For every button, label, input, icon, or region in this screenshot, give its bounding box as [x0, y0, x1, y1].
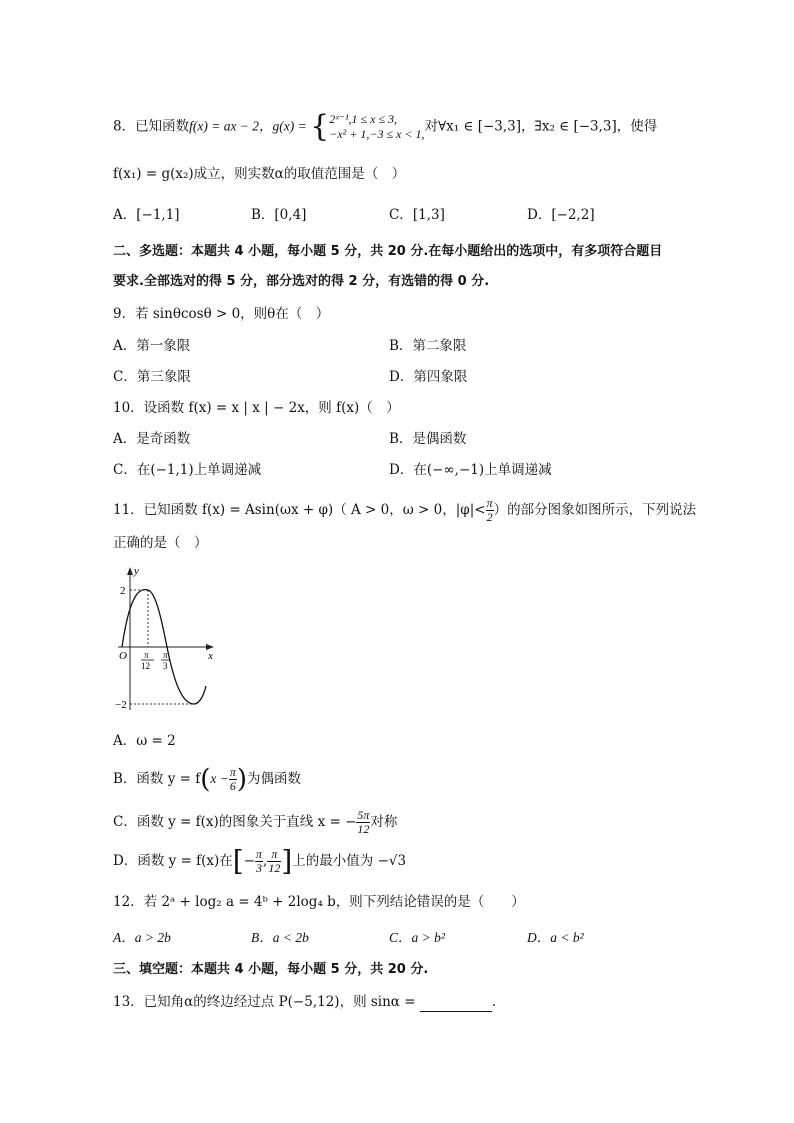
- q8-line2: f(x₁) = g(x₂)成立，则实数α的取值范围是（ ）: [113, 166, 406, 182]
- q13-stem: 13．已知角α的终边经过点 P(−5,12)，则 sinα =: [113, 994, 420, 1010]
- q10-option-d: D．在(−∞,−1)上单调递减: [389, 462, 552, 478]
- q12-option-d: D．a < b²: [527, 930, 584, 945]
- q11-optc-frac: [356, 809, 370, 836]
- q11-frac-den: 2: [486, 510, 493, 524]
- q9-stem: 9．若 sinθcosθ > 0，则θ在（ ）: [113, 306, 330, 322]
- q11-phi-bound: [486, 497, 494, 524]
- q8-line1: [113, 109, 658, 144]
- q10-option-a: A．是奇函数: [113, 431, 191, 447]
- q11-optd-minus: −: [243, 853, 256, 869]
- q11-option-b: [113, 766, 301, 793]
- q12-option-a: A．a > 2b: [113, 930, 171, 945]
- q11-stem-a: 11．已知函数 f(x) = Asin(ωx + φ)（ A > 0，ω > 0，|φ|<: [113, 502, 486, 518]
- y-label: y: [134, 565, 139, 577]
- q10-option-b: B．是偶函数: [389, 431, 467, 447]
- q8-option-c: C．[1,3]: [389, 207, 445, 223]
- q11-stem-line1: [113, 497, 696, 524]
- q13-end: .: [491, 994, 497, 1010]
- q11-optc-den: 12: [357, 822, 370, 836]
- q8-option-a: A．[−1,1]: [113, 207, 180, 223]
- q11-optd-lbracket: [: [232, 844, 244, 878]
- origin-label: O: [119, 650, 127, 662]
- y-max-label: 2: [120, 585, 126, 597]
- q8-piece2: −x² + 1,−3 ≤ x < 1,: [329, 127, 425, 141]
- q8-cond: 对∀x₁ ∈ [−3,3]，∃x₂ ∈ [−3,3]，使得: [424, 118, 658, 135]
- q11-optb-num: π: [229, 765, 236, 779]
- q10-option-c: C．在(−1,1)上单调递减: [113, 462, 262, 478]
- section2-line2: 要求.全部选对的得 5 分，部分选对的得 2 分，有选错的得 0 分.: [113, 274, 490, 289]
- q10-stem: 10．设函数 f(x) = x | x | − 2x，则 f(x)（ ）: [113, 400, 400, 416]
- q11-optb-inner: x −: [210, 771, 229, 786]
- q11-option-c: [113, 809, 397, 836]
- q11-optd-b: 上的最小值为 −√3: [292, 853, 407, 869]
- q11-optd-n2: π: [267, 848, 281, 862]
- x-label: x: [208, 650, 213, 662]
- q8-piece1: 2ˣ⁻¹,1 ≤ x ≤ 3,: [329, 112, 398, 126]
- q8-pieces: [329, 112, 424, 142]
- q8-lead: 8．已知函数: [113, 118, 190, 135]
- tick1-den: 12: [141, 661, 150, 671]
- q11-optc-num: 5π: [357, 808, 370, 822]
- q11-optd-comma: ,: [263, 853, 268, 869]
- q11-optd-frac2: [267, 848, 281, 875]
- q11-optb-a: B．函数 y = f: [113, 771, 201, 787]
- q11-optb-b: 为偶函数: [247, 771, 302, 787]
- q11-optb-lparen: (: [200, 764, 211, 795]
- q9-option-d: D．第四象限: [389, 369, 468, 385]
- q9-option-a: A．第一象限: [113, 338, 191, 354]
- q11-option-a: A．ω = 2: [113, 733, 176, 749]
- q11-optd-frac1: [255, 848, 263, 875]
- q8-brace: {: [310, 109, 330, 144]
- q11-optb-rparen: ): [236, 764, 248, 795]
- q11-optb-den: 6: [229, 779, 236, 793]
- section3-line1: 三、填空题：本题共 4 小题，每小题 5 分，共 20 分.: [113, 962, 429, 977]
- q12-option-b: B．a < 2b: [251, 930, 309, 945]
- q8-option-b: B．[0,4]: [251, 207, 307, 223]
- q13-line: [113, 992, 496, 1012]
- q11-optd-a: D．函数 y = f(x)在: [113, 853, 233, 869]
- q11-optd-d1: 3: [256, 861, 263, 875]
- q12-stem: 12．若 2ᵃ + log₂ a = 4ᵇ + 2log₄ b，则下列结论错误的是（ ）: [113, 894, 525, 910]
- y-axis-arrow: [127, 567, 133, 575]
- q11-optb-frac: [229, 766, 237, 793]
- q12-option-c: C．a > b²: [389, 930, 445, 945]
- q11-frac-num: π: [486, 496, 493, 510]
- q11-option-d: [113, 844, 407, 878]
- q11-optd-d2: 12: [268, 861, 281, 875]
- q11-optd-rbracket: ]: [281, 844, 293, 878]
- q11-stem-b: ）的部分图象如图所示，下列说法: [493, 502, 697, 518]
- tick2-den: 3: [163, 661, 168, 671]
- q8-f-def: f(x) = ax − 2: [189, 118, 260, 134]
- tick1-num: π: [144, 650, 149, 660]
- q11-optd-n1: π: [256, 847, 263, 861]
- q8-g-lhs: ，g(x) =: [259, 118, 311, 134]
- tick2-num: π: [163, 650, 168, 660]
- q11-stem-line2: 正确的是（ ）: [113, 535, 208, 551]
- q13-answer-blank[interactable]: [420, 997, 492, 1012]
- y-min-label: −2: [115, 699, 127, 711]
- q11-optc-a: C．函数 y = f(x)的图象关于直线 x = −: [113, 814, 357, 830]
- q11-optc-b: 对称: [370, 814, 398, 830]
- q9-option-b: B．第二象限: [389, 338, 467, 354]
- q8-option-d: D．[−2,2]: [527, 207, 595, 223]
- q11-graph: [110, 562, 220, 714]
- section2-line1: 二、多选题：本题共 4 小题，每小题 5 分，共 20 分.在每小题给出的选项中，有多项符合题目: [113, 244, 663, 259]
- q9-option-c: C．第三象限: [113, 369, 191, 385]
